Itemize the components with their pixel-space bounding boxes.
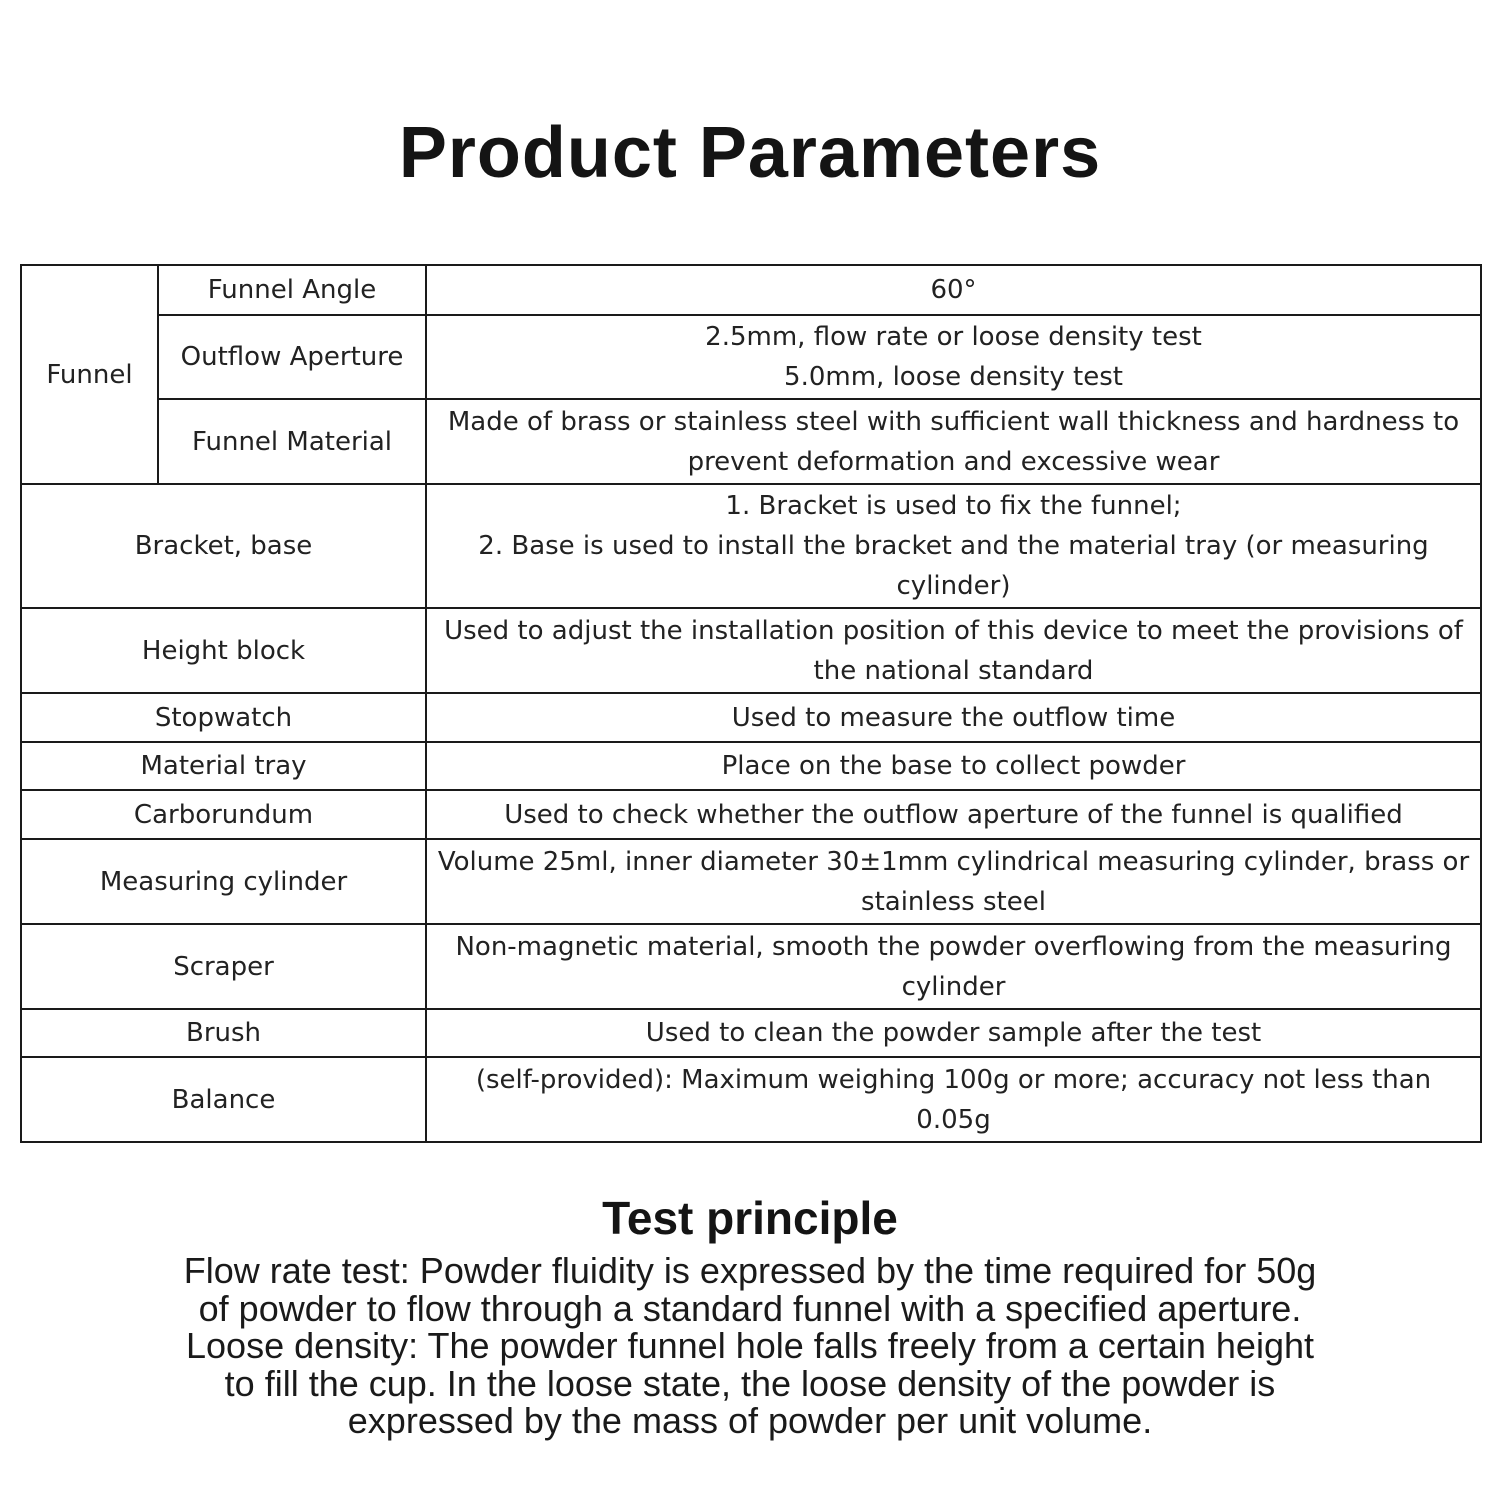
table-row [21, 608, 1481, 693]
principle-line: Loose density: The powder funnel hole falls freely from a certain height [186, 1325, 1314, 1366]
parameter-value: Place on the base to collect powder [426, 742, 1481, 790]
table-row [21, 1057, 1481, 1142]
parameter-label: Carborundum [21, 790, 426, 839]
parameter-value: Used to clean the powder sample after the test [426, 1009, 1481, 1057]
parameter-value: Volume 25ml, inner diameter 30±1mm cylindrical measuring cylinder, brass or stainless steel [426, 839, 1481, 924]
parameter-label: Brush [21, 1009, 426, 1057]
principle-line: to fill the cup. In the loose state, the loose density of the powder is [224, 1362, 1276, 1404]
test-principle-text [0, 1252, 1500, 1440]
table-row [21, 839, 1481, 924]
parameter-label: Outflow Aperture [158, 315, 426, 399]
parameter-label: Stopwatch [21, 693, 426, 742]
funnel-group-label: Funnel [21, 265, 158, 484]
table-row [21, 315, 1481, 399]
principle-line: of powder to flow through a standard funnel with a specified aperture. [198, 1287, 1302, 1329]
principle-line: expressed by the mass of powder per unit volume. [347, 1400, 1153, 1441]
table-row [21, 1009, 1481, 1057]
page-title: Product Parameters [398, 113, 1102, 193]
parameter-label: Height block [21, 608, 426, 693]
table-row [21, 265, 1481, 315]
parameter-value: 60° [426, 265, 1481, 315]
parameter-label: Funnel Angle [158, 265, 426, 315]
parameter-label: Balance [21, 1057, 426, 1142]
table-row [21, 399, 1481, 484]
parameter-value: (self-provided): Maximum weighing 100g or more; accuracy not less than 0.05g [426, 1057, 1481, 1142]
parameter-value: 2.5mm, flow rate or loose density test 5.0mm, loose density test [426, 315, 1481, 399]
parameters-table [20, 264, 1482, 1143]
parameter-value: Used to measure the outflow time [426, 693, 1481, 742]
parameter-label: Scraper [21, 924, 426, 1009]
parameter-value: Used to check whether the outflow aperture of the funnel is qualified [426, 790, 1481, 839]
parameter-label: Measuring cylinder [21, 839, 426, 924]
parameter-value: Used to adjust the installation position of this device to meet the provisions of the national standard [426, 608, 1481, 693]
parameter-label: Funnel Material [158, 399, 426, 484]
table-row [21, 484, 1481, 608]
parameter-value: Made of brass or stainless steel with sufficient wall thickness and hardness to prevent deformation and excessive wear [426, 399, 1481, 484]
table-row [21, 924, 1481, 1009]
table-row [21, 693, 1481, 742]
parameter-value: Non-magnetic material, smooth the powder overflowing from the measuring cylinder [426, 924, 1481, 1009]
parameter-value: 1. Bracket is used to fix the funnel; 2. Base is used to install the bracket and the material tray (or measuring cylinder) [426, 484, 1481, 608]
parameter-label: Bracket, base [21, 484, 426, 608]
table-row [21, 742, 1481, 790]
table-row [21, 790, 1481, 839]
principle-line: Flow rate test: Powder fluidity is expressed by the time required for 50g [183, 1250, 1317, 1291]
test-principle-title: Test principle [602, 1192, 898, 1244]
parameter-label: Material tray [21, 742, 426, 790]
